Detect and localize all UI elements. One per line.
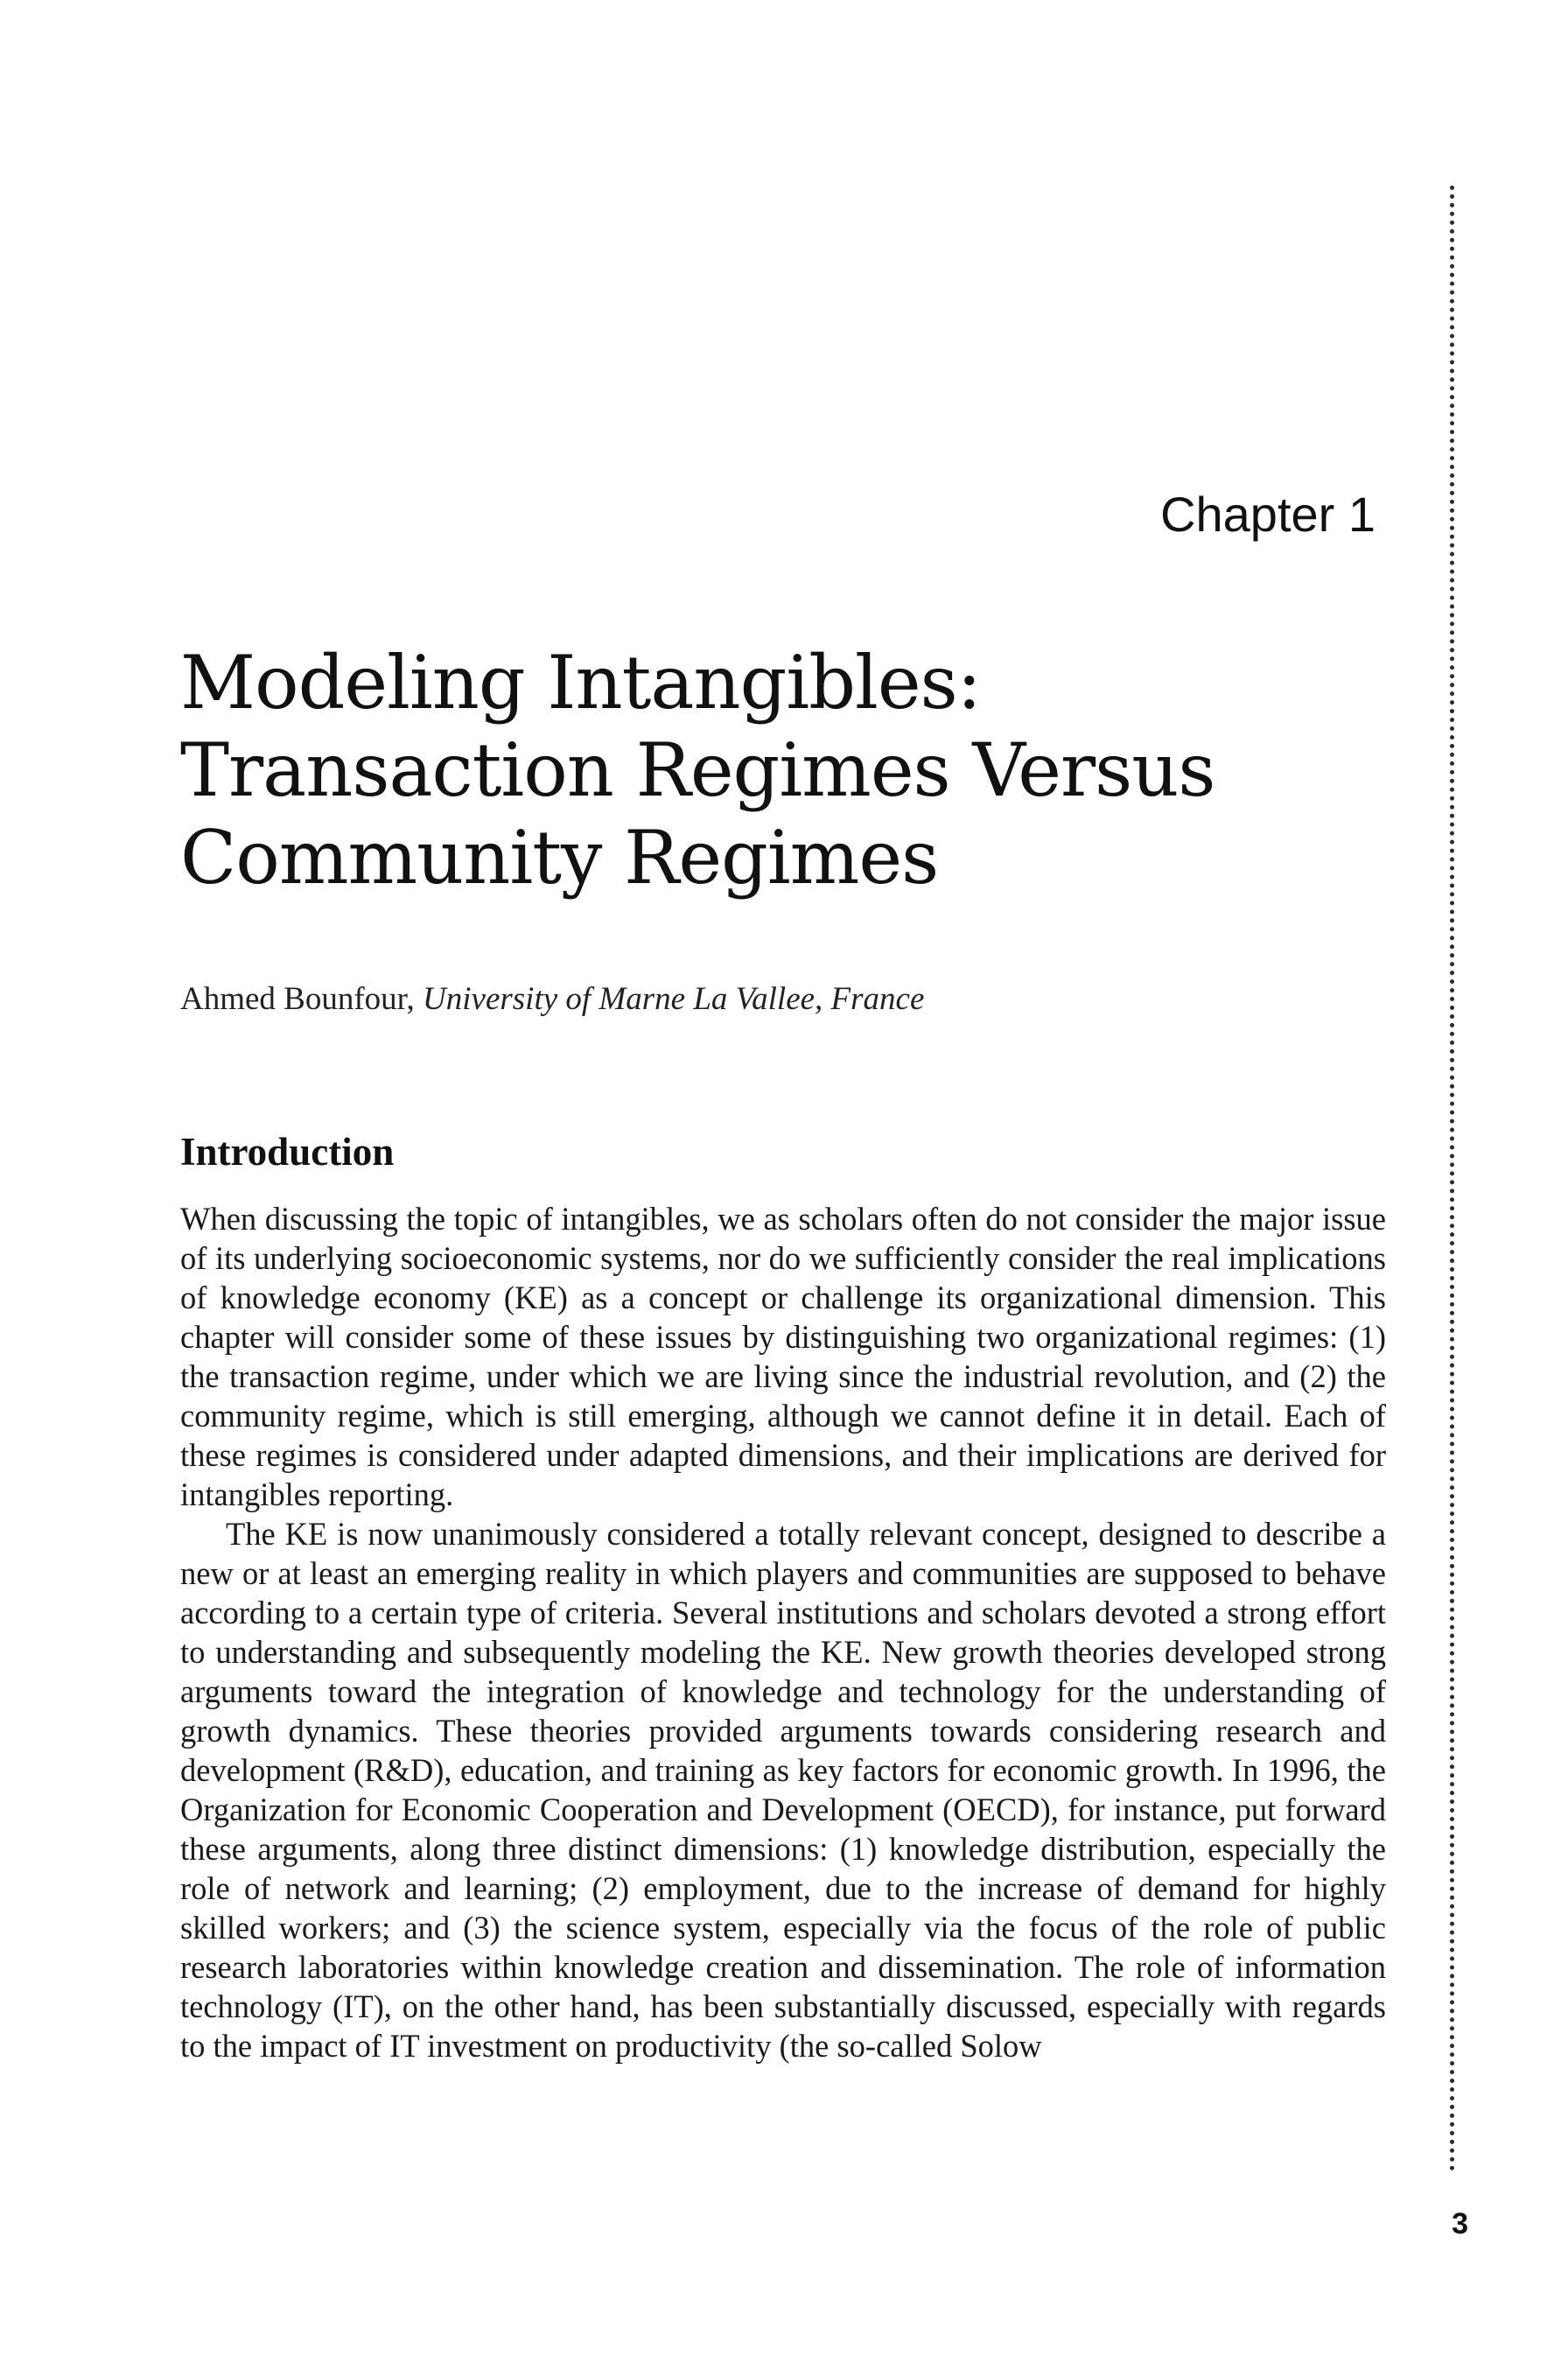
- chapter-title: [180, 639, 1370, 901]
- body-text: [180, 1199, 1386, 2065]
- author-line: [180, 980, 924, 1018]
- section-heading: Introduction: [180, 1130, 395, 1174]
- author-affiliation: University of Marne La Vallee, France: [423, 981, 925, 1017]
- page-number: 3: [1452, 2207, 1468, 2240]
- chapter-title-line: Community Regimes: [180, 815, 939, 901]
- chapter-label: Chapter 1: [1160, 487, 1376, 542]
- paragraph: The KE is now unanimously considered a totally relevant concept, designed to describe a new or at least an emerging reality in which players and communities are supposed to behave according to a certain type of criteria. Several institutions and scholars devoted a strong effort to understanding and subsequently modeling the KE. New growth theories developed strong arguments toward the integration of knowledge and technology for the understanding of growth dynamics. These theories provided arguments towards considering research and development (R&D), education, and training as key factors for economic growth. In 1996, the Organization for Economic Cooperation and Development (OECD), for instance, put forward these arguments, along three distinct dimensions: (1) knowledge distribution, especially the role of network and learning; (2) employment, due to the increase of demand for highly skilled workers; and (3) the science system, especially via the focus of the role of public research laboratories within knowledge creation and dissemination. The role of information technology (IT), on the other hand, has been substantially discussed, especially with regards to the impact of IT investment on productivity (the so-called Solow: [180, 1516, 1386, 2064]
- margin-dotted-rule: [1450, 186, 1454, 2172]
- chapter-title-line: Modeling Intangibles:: [180, 640, 981, 726]
- author-name: Ahmed Bounfour,: [180, 981, 415, 1017]
- paragraph: When discussing the topic of intangibles, we as scholars often do not consider the major issue of its underlying socioeconomic systems, nor do we sufficiently consider the real implications of knowledge economy (KE) as a concept or challenge its organizational dimension. This chapter will consider some of these issues by distinguishing two organizational regimes: (1) the transaction regime, under which we are living since the industrial revolution, and (2) the community regime, which is still emerging, although we cannot define it in detail. Each of these regimes is considered under adapted dimensions, and their implications are derived for intangibles reporting.: [180, 1201, 1386, 1512]
- chapter-title-line: Transaction Regimes Versus: [180, 727, 1215, 813]
